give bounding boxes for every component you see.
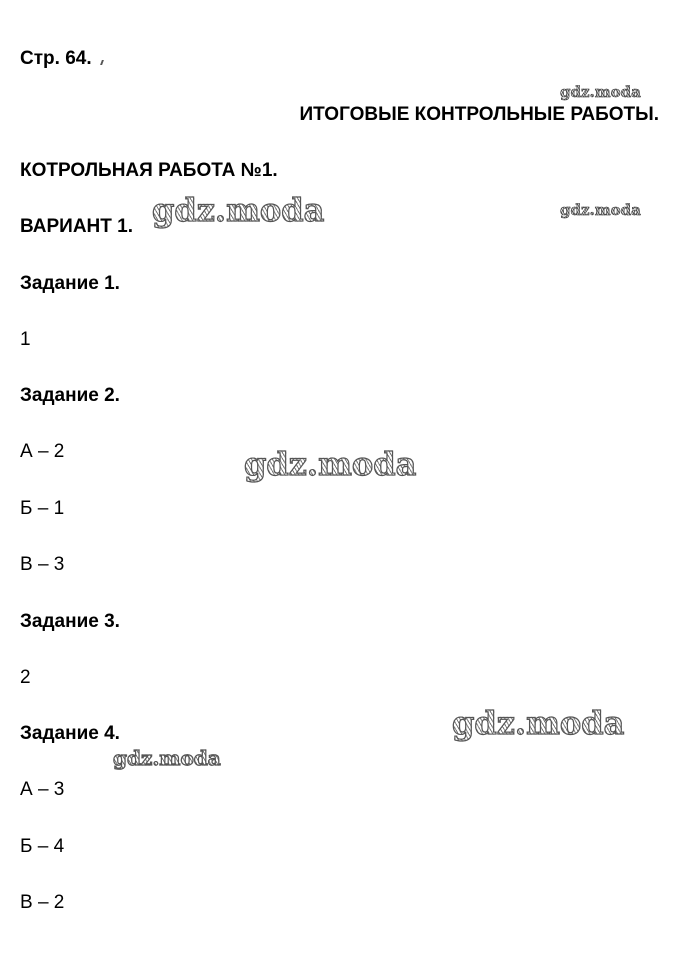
watermark-logo: gdz.moda xyxy=(560,83,641,101)
task-3-answer-1: 2 xyxy=(20,667,31,688)
page-reference xyxy=(20,48,103,70)
watermark-logo: gdz.moda xyxy=(244,445,417,483)
task-3-title: Задание 3. xyxy=(20,611,120,632)
task-2-title: Задание 2. xyxy=(20,385,120,406)
page-reference-text: Стр. 64. xyxy=(20,48,92,69)
task-4-answer-1: А – 3 xyxy=(20,779,65,800)
task-2-answer-1: А – 2 xyxy=(20,441,65,462)
task-1-answer-1: 1 xyxy=(20,329,31,350)
watermark-logo: gdz.moda xyxy=(452,704,625,742)
work-title: КОТРОЛЬНАЯ РАБОТА №1. xyxy=(20,160,278,181)
watermark-logo: gdz.moda xyxy=(113,746,221,770)
task-4-title: Задание 4. xyxy=(20,723,120,744)
page-heading: ИТОГОВЫЕ КОНТРОЛЬНЫЕ РАБОТЫ. xyxy=(299,104,659,125)
task-1-title: Задание 1. xyxy=(20,273,120,294)
watermark-logo: gdz.moda xyxy=(152,191,325,229)
variant-title: ВАРИАНТ 1. xyxy=(20,216,133,237)
task-2-answer-2: Б – 1 xyxy=(20,498,65,519)
task-2-answer-3: В – 3 xyxy=(20,554,65,575)
task-4-answer-3: В – 2 xyxy=(20,892,65,913)
watermark-logo: gdz.moda xyxy=(560,201,641,219)
stray-mark xyxy=(100,60,104,65)
task-4-answer-2: Б – 4 xyxy=(20,836,65,857)
